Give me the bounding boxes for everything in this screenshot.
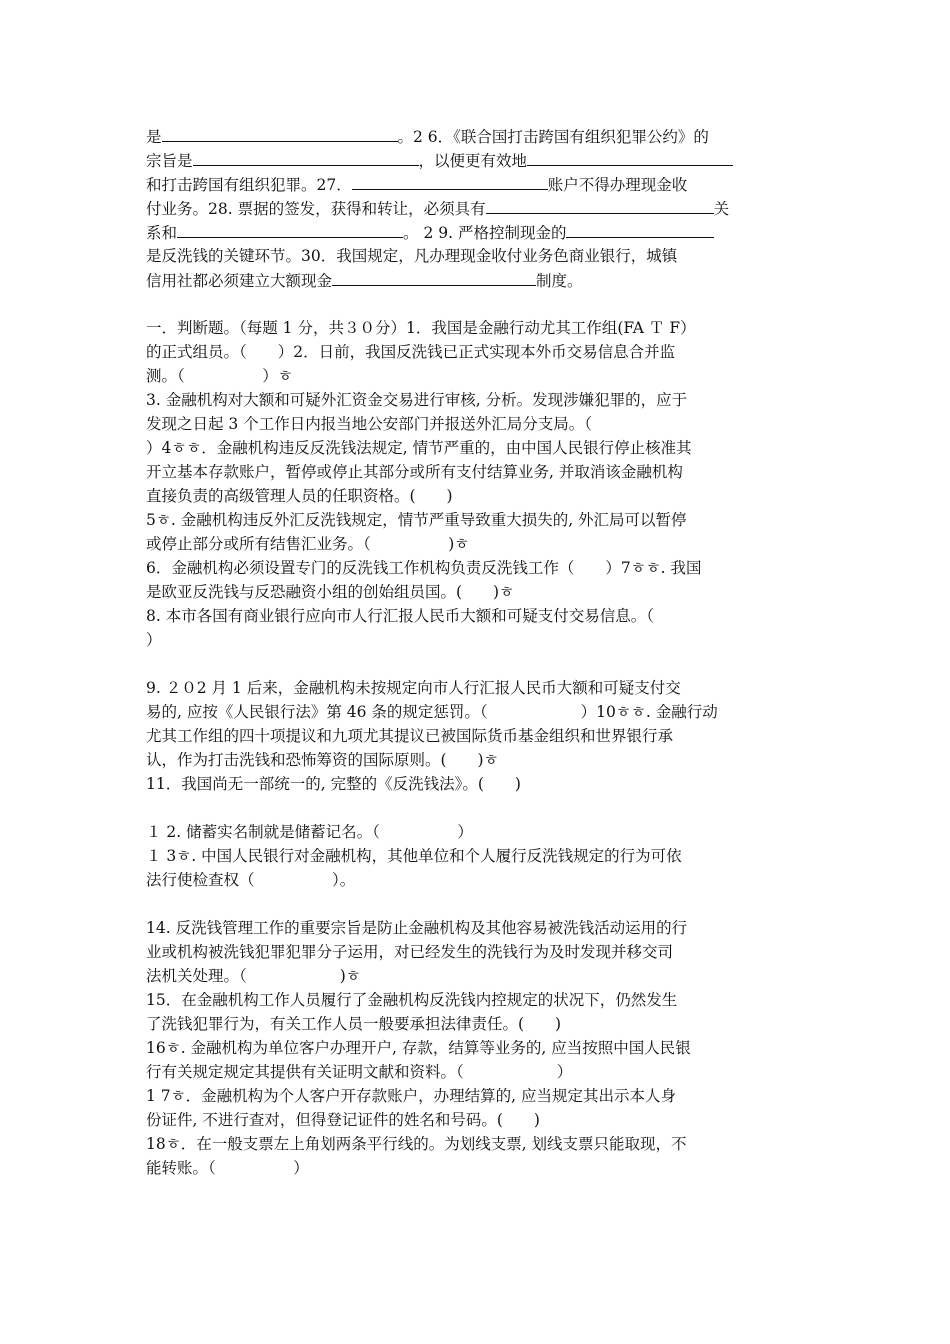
answer-blank[interactable] <box>486 196 714 214</box>
text-line: 法机关处理。（ )ㅎ <box>146 967 361 985</box>
text-line: １ 3ㅎ. 中国人民银行对金融机构，其他单位和个人履行反洗钱规定的行为可依 <box>146 847 682 865</box>
answer-blank[interactable] <box>352 172 548 190</box>
text-line: 18ㅎ．在一般支票左上角划两条平行线的。为划线支票, 划线支票只能取现，不 <box>146 1135 687 1153</box>
text-line: 法行使检查权（ ）。 <box>146 871 356 889</box>
text-line: 能转账。（ ） <box>146 1159 309 1177</box>
text-line: 3. 金融机构对大额和可疑外汇资金交易进行审核, 分析。发现涉嫌犯罪的，应于 <box>146 391 688 409</box>
text-line: 发现之日起 3 个工作日内报当地公安部门并报送外汇局分支局。（ <box>146 415 592 433</box>
fill-in-section <box>146 124 806 292</box>
text-line: 开立基本存款账户，暂停或停止其部分或所有支付结算业务, 并取消该金融机构 <box>146 463 683 481</box>
text-line: 了洗钱犯罪行为，有关工作人员一般要承担法律责任。( ) <box>146 1015 562 1033</box>
text-line: 份证件, 不进行查对，但得登记证件的姓名和号码。( ) <box>146 1111 540 1129</box>
document-page <box>146 124 806 1180</box>
answer-blank[interactable] <box>566 220 714 238</box>
text-line: 1 7ㅎ．金融机构为个人客户开存款账户，办理结算的, 应当规定其出示本人身 <box>146 1087 676 1105</box>
text-line: ） <box>146 631 162 649</box>
true-false-section <box>146 316 806 1180</box>
answer-blank[interactable] <box>162 124 398 142</box>
text-line: 测。（ ）ㅎ <box>146 367 293 385</box>
answer-blank[interactable] <box>527 148 733 166</box>
text-line: 或停止部分或所有结售汇业务。（ )ㅎ <box>146 535 470 553</box>
text-line: 16ㅎ. 金融机构为单位客户办理开户, 存款，结算等业务的, 应当按照中国人民银 <box>146 1039 691 1057</box>
text-line: 行有关规定规定其提供有关证明文献和资料。（ ） <box>146 1063 573 1081</box>
text-line: 5ㅎ. 金融机构违反外汇反洗钱规定，情节严重导致重大损失的, 外汇局可以暂停 <box>146 511 687 529</box>
text-line: 直接负责的高级管理人员的任职资格。( ) <box>146 487 453 505</box>
text-line: 11．我国尚无一部统一的, 完整的《反洗钱法》。( ) <box>146 775 521 793</box>
text-line: 是反洗钱的关键环节。30．我国规定，凡办理现金收付业务色商业银行，城镇 <box>146 247 678 265</box>
text-line: 宗旨是 ，以便更有效地 <box>146 148 806 172</box>
text-line: 易的, 应按《人民银行法》第 46 条的规定惩罚。（ ）10ㅎㅎ. 金融行动 <box>146 703 718 721</box>
text-line: 14. 反洗钱管理工作的重要宗旨是防止金融机构及其他容易被洗钱活动运用的行 <box>146 919 688 937</box>
text-line: 是 。2 6．《联合国打击跨国有组织犯罪公约》的 <box>146 124 806 148</box>
section-heading: 一．判断题。（每题 1 分，共３０分）1．我国是金融行动尤其工作组(FA Ｔ F） <box>146 319 696 337</box>
text-line: 8. 本市各国有商业银行应向市人行汇报人民币大额和可疑支付交易信息。（ <box>146 607 654 625</box>
text-line: 尤其工作组的四十项提议和九项尤其提议已被国际货币基金组织和世界银行承 <box>146 727 674 745</box>
text-line: 6．金融机构必须设置专门的反洗钱工作机构负责反洗钱工作（ ）7ㅎㅎ. 我国 <box>146 559 702 577</box>
text-line: 和打击跨国有组织犯罪。27． 账户不得办理现金收 <box>146 172 806 196</box>
text-line: 系和 。 2 9. 严格控制现金的 <box>146 220 806 244</box>
text-line: 是欧亚反洗钱与反恐融资小组的创始组员国。( )ㅎ <box>146 583 515 601</box>
text-line: 信用社都必须建立大额现金 制度。 <box>146 268 806 292</box>
text-line: 15．在金融机构工作人员履行了金融机构反洗钱内控规定的状况下，仍然发生 <box>146 991 678 1009</box>
text-line: ）4ㅎㅎ．金融机构违反反洗钱法规定, 情节严重的，由中国人民银行停止核准其 <box>146 439 692 457</box>
text-line: １ 2. 储蓄实名制就是储蓄记名。（ ） <box>146 823 473 841</box>
text-line: 付业务。28. 票据的签发，获得和转让，必须具有 关 <box>146 196 806 220</box>
text-line: 认，作为打击洗钱和恐怖筹资的国际原则。( )ㅎ <box>146 751 499 769</box>
text-line: 的正式组员。（ ）2．日前，我国反洗钱已正式实现本外币交易信息合并监 <box>146 343 676 361</box>
answer-blank[interactable] <box>193 148 419 166</box>
answer-blank[interactable] <box>332 268 536 286</box>
text-line: 业或机构被洗钱犯罪犯罪分子运用，对已经发生的洗钱行为及时发现并移交司 <box>146 943 674 961</box>
answer-blank[interactable] <box>177 220 403 238</box>
text-line: 9. ２０2 月 1 后来，金融机构未按规定向市人行汇报人民币大额和可疑支付交 <box>146 679 681 697</box>
